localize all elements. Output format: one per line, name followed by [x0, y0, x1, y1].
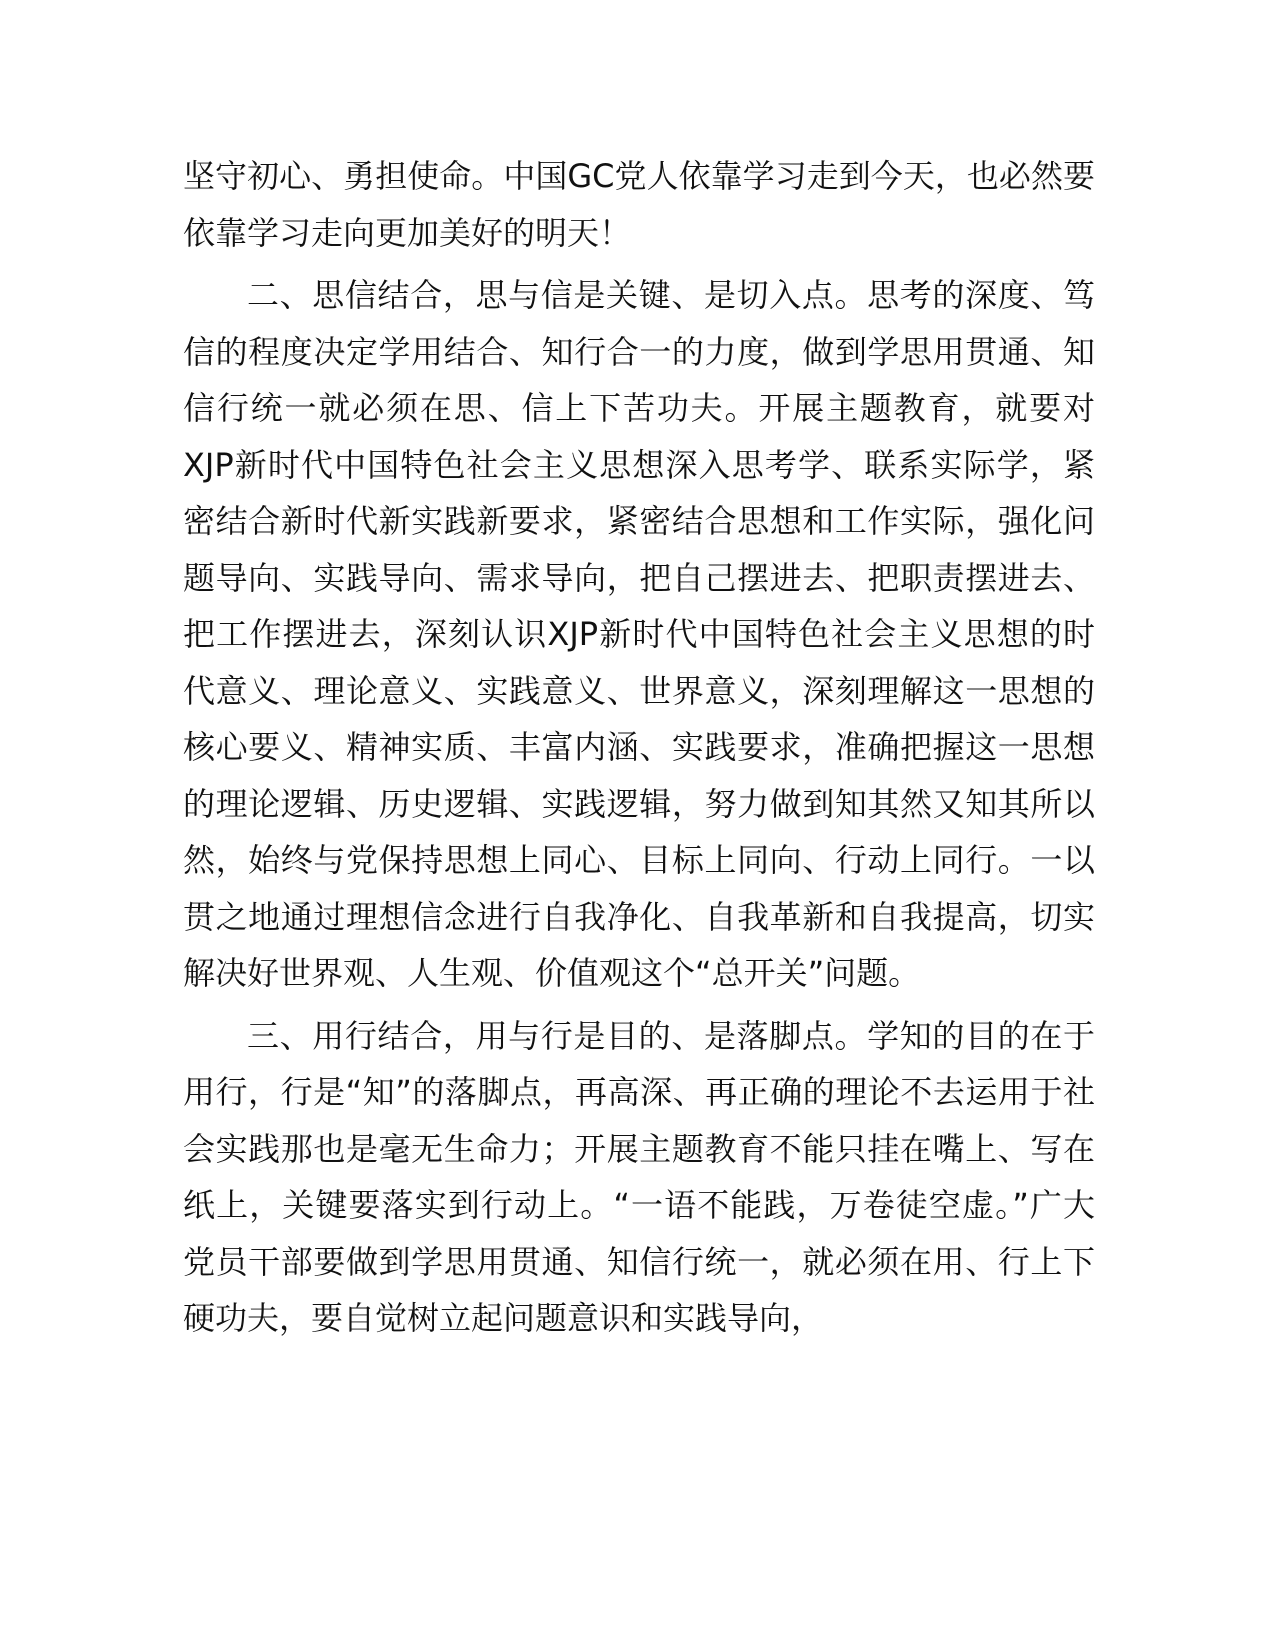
- paragraph-section-two: 二、思信结合，思与信是关键、是切入点。思考的深度、笃信的程度决定学用结合、知行合一的力度，做到学思用贯通、知信行统一就必须在思、信上下苦功夫。开展主题教育，就要对XJP新时代中国特色社会主义思想深入思考学、联系实际学，紧密结合新时代新实践新要求，紧密结合思想和工作实际，强化问题导向、实践导向、需求导向，把自己摆进去、把职责摆进去、把工作摆进去，深刻认识XJP新时代中国特色社会主义思想的时代意义、理论意义、实践意义、世界意义，深刻理解这一思想的核心要义、精神实质、丰富内涵、实践要求，准确把握这一思想的理论逻辑、历史逻辑、实践逻辑，努力做到知其然又知其所以然，始终与党保持思想上同心、目标上同向、行动上同行。一以贯之地通过理想信念进行自我净化、自我革新和自我提高，切实解决好世界观、人生观、价值观这个“总开关”问题。: [183, 276, 1095, 992]
- paragraph-continuation: 坚守初心、勇担使命。中国GC党人依靠学习走到今天，也必然要依靠学习走向更加美好的明天！: [183, 157, 1095, 252]
- paragraph-section-three: 三、用行结合，用与行是目的、是落脚点。学知的目的在于用行，行是“知”的落脚点，再高深、再正确的理论不去运用于社会实践那也是毫无生命力；开展主题教育不能只挂在嘴上、写在纸上，关键要落实到行动上。“一语不能践，万卷徒空虚。”广大党员干部要做到学思用贯通、知信行统一，就必须在用、行上下硬功夫，要自觉树立起问题意识和实践导向，: [183, 1016, 1095, 1337]
- document-body: [183, 148, 1095, 1347]
